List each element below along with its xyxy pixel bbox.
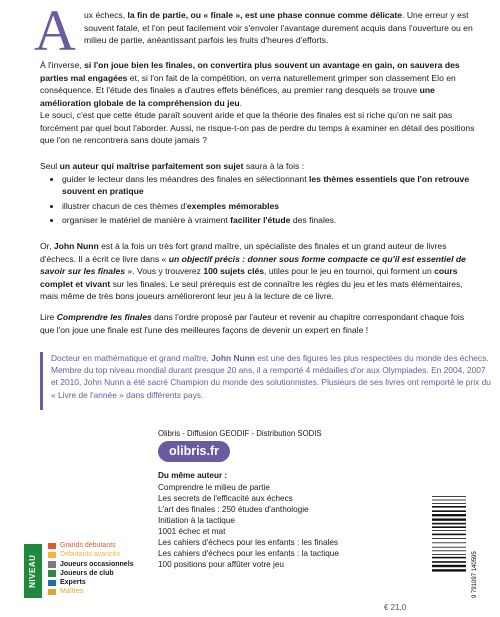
- barcode-bar: [432, 561, 466, 563]
- text-run: .: [239, 97, 242, 108]
- text-run: Seul: [40, 161, 60, 171]
- book-title: 1001 échec et mat: [158, 527, 226, 536]
- level-item: [48, 569, 134, 578]
- text-run: 100 sujets clés: [203, 266, 265, 276]
- barcode-bar: [432, 530, 466, 531]
- author-qualities: [40, 160, 478, 229]
- text-run: saura à la fois :: [243, 161, 305, 171]
- barcode-bar: [432, 550, 466, 551]
- book-title: Initiation à la tactique: [158, 516, 235, 525]
- barcode-bar: [432, 514, 466, 516]
- text-run: À l'inverse,: [40, 60, 85, 70]
- author-bio-text: [51, 352, 491, 401]
- level-label: Joueurs occasionnels: [60, 560, 134, 568]
- barcode-bar: [432, 569, 466, 571]
- quality-item: [62, 200, 478, 213]
- level-swatch: [48, 589, 56, 596]
- text-run: exemples mémorables: [186, 200, 280, 211]
- nunn-paragraph: [40, 240, 478, 303]
- text-run: guider le lecteur dans les méandres des finales en sélectionnant: [62, 173, 309, 184]
- level-swatch: [48, 543, 56, 550]
- closing-paragraph: [40, 311, 478, 336]
- barcode-bar: [432, 542, 466, 543]
- book-title: Les cahiers d'échecs pour les enfants : les finales: [158, 538, 338, 547]
- text-run: et, si l'on fait de la compétition, on verra naturellement grimper son classement Elo en conséquence. Et l'étude des finales a d'autres effets bénéfices, au premier rang desquels se trouve: [40, 72, 456, 95]
- barcode-bar: [432, 500, 466, 501]
- level-item: [48, 587, 134, 596]
- barcode-bar: [432, 503, 466, 504]
- barcode-bar: [432, 523, 466, 525]
- text-run: est à la fois un très fort grand maître, un spécialiste des finales et un grand auteur de livres d'échecs. Il a écrit ce livre dans «: [40, 241, 447, 264]
- barcode-bar: [432, 538, 466, 539]
- text-run: Or,: [40, 241, 54, 251]
- level-label: Joueurs de club: [60, 569, 114, 577]
- same-author-title: Du même auteur :: [158, 471, 228, 480]
- text-run: sur les finales. Le seul prérequis est de connaître les règles du jeu et les mats élémentaires, mais même de très bons joueurs amélioreront leur jeu à la lecture de ce livre.: [40, 278, 463, 301]
- text-run: si l'on joue bien les finales, on convertira plus souvent un avantage en gain, on sauvera des parties mal engagées: [40, 60, 460, 83]
- barcode-bar: [432, 506, 466, 508]
- book-title: 100 positions pour affûter votre jeu: [158, 560, 284, 569]
- barcode-bar: [432, 554, 466, 555]
- niveau-badge: [24, 544, 42, 598]
- text-run: ». Vous y trouverez: [125, 266, 204, 276]
- level-label: Grands débutants: [60, 542, 116, 549]
- author-lead: [40, 160, 478, 173]
- intro-paragraph-2: [40, 59, 478, 109]
- text-run: John Nunn: [211, 353, 255, 363]
- barcode-bar: [432, 510, 466, 512]
- level-swatch: [48, 561, 56, 568]
- book-title: Les secrets de l'efficacité aux échecs: [158, 494, 293, 503]
- level-swatch: [48, 570, 56, 577]
- qualities-list: [40, 173, 478, 227]
- text-run: un objectif précis : donner sous forme compacte ce qu'il est essentiel de savoir sur les finales: [40, 253, 466, 276]
- level-swatch: [48, 552, 56, 559]
- text-run: . Une erreur y est souvent fatale, et l'on peut facilement voir s'envoler l'avantage durement acquis dans l'ouverture ou en milieu de partie, anéantissant parfois les fruits d'heures d'efforts.: [84, 10, 473, 45]
- barcode-bar: [432, 547, 466, 548]
- level-item: [48, 550, 134, 559]
- level-label: Experts: [60, 579, 86, 587]
- olibris-logo: olibris.fr: [158, 441, 230, 462]
- barcode-bar: [432, 518, 466, 520]
- level-label: Débutants avancés: [60, 551, 120, 559]
- barcode-bar: [432, 534, 466, 536]
- text-run: dans l'ordre proposé par l'auteur et revenir au chapitre correspondant chaque fois que l'on joue une finale est l'une des meilleures façons de devenir un expert en finale !: [40, 312, 465, 335]
- text-run: une amélioration globale de la compréhension du jeu: [40, 85, 435, 108]
- book-titles: [158, 482, 378, 570]
- text-run: John Nunn: [53, 241, 99, 251]
- barcode-bar: [432, 557, 466, 559]
- level-scale: [48, 541, 134, 597]
- quality-item: [62, 173, 478, 198]
- text-run: illustrer chacun de ces thèmes d': [62, 200, 187, 211]
- level-item: [48, 541, 134, 550]
- barcode-digits: 9 791097 140595: [472, 551, 478, 598]
- intro-paragraph-3: Le souci, c'est que cette étude paraît souvent aride et que la théorie des finales est si riche qu'on ne sait pas forcément par quel bout l'aborder. Aussi, ne risque-t-on pas de perdre du temps à examiner en détail des positions que l'on ne rencontrera sans doute jamais ?: [40, 110, 475, 145]
- text-run: est une des figures les plus respectées du monde des échecs. Membre du top niveau mondial durant presque 20 ans, il a remporté 4 médailles d'or aux Olympiades. En 2004, 2007 et 2010, John Nunn a été sacré Champion du monde des solutionnistes. Plusieurs de ses livres ont remporté le prix du « Livre de l'année » dans différents pays.: [51, 353, 491, 400]
- level-swatch: [48, 580, 56, 587]
- text-run: faciliter l'étude: [230, 215, 291, 225]
- text-run: organiser le matériel de manière à vraiment: [62, 215, 231, 225]
- intro-continued: [40, 59, 478, 147]
- barcode-bar: [432, 526, 466, 528]
- book-title: Les cahiers d'échecs pour les enfants : la tactique: [158, 549, 339, 558]
- nunn-paragraph-block: [40, 240, 478, 303]
- book-title: Comprendre le milieu de partie: [158, 483, 270, 492]
- author-bio: [40, 352, 491, 410]
- level-item: [48, 560, 134, 569]
- text-run: Comprendre les finales: [56, 312, 152, 322]
- intro-paragraph-1: [84, 9, 476, 47]
- text-run: cours complet et vivant: [40, 266, 458, 289]
- quality-item: [62, 214, 478, 227]
- barcode-bar: [432, 565, 466, 567]
- closing-paragraph-block: [40, 311, 478, 336]
- same-author-list: [158, 470, 378, 570]
- price-label: € 21,0: [384, 603, 407, 612]
- book-title: L'art des finales : 250 études d'anthologie: [158, 505, 309, 514]
- drop-cap: A: [34, 0, 76, 63]
- level-label: Maîtres: [60, 588, 84, 596]
- publisher-line: Olibris - Diffusion GEODIF - Distribution SODIS: [158, 429, 322, 438]
- text-run: ux échecs,: [84, 10, 128, 20]
- text-run: , utiles pour le jeu en tournoi, qui forment un: [264, 266, 435, 276]
- text-run: la fin de partie, ou « finale », est une phase connue comme délicate: [127, 10, 403, 20]
- barcode-bar: [432, 496, 466, 497]
- level-item: [48, 578, 134, 587]
- text-run: des finales.: [290, 215, 337, 225]
- text-run: Lire: [40, 312, 57, 322]
- niveau-label: NIVEAU: [27, 554, 37, 588]
- text-run: Docteur en mathématique et grand maître,: [51, 353, 212, 363]
- isbn-barcode: [430, 494, 480, 604]
- text-run: les thèmes essentiels que l'on retrouve souvent en pratique: [62, 173, 470, 196]
- text-run: un auteur qui maîtrise parfaitement son sujet: [59, 161, 244, 171]
